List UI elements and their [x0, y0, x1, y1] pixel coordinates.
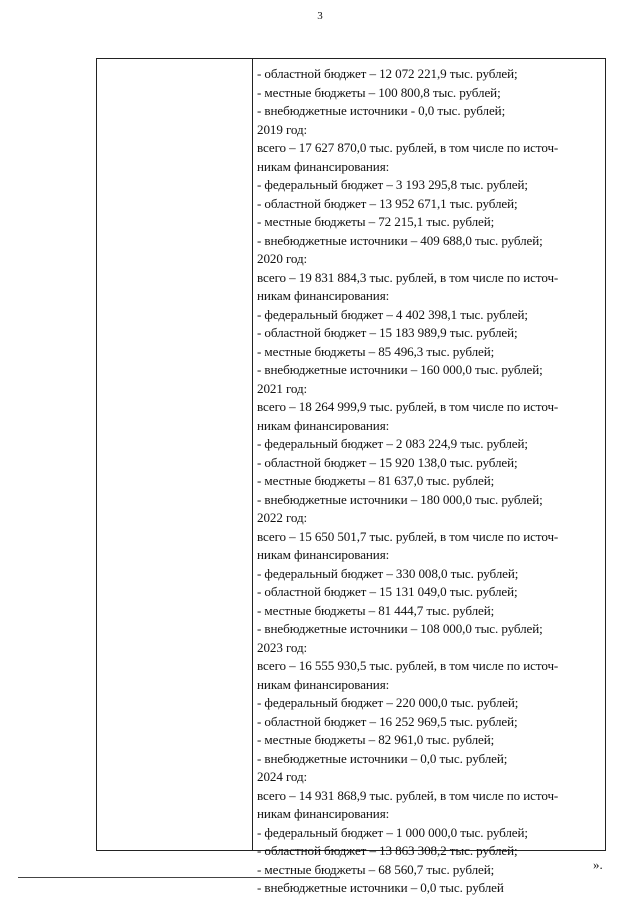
funding-line: - областной бюджет – 15 131 049,0 тыс. рублей;	[257, 584, 518, 599]
funding-line: - внебюджетные источники – 108 000,0 тыс. рублей;	[257, 621, 543, 636]
funding-line: никам финансирования:	[257, 158, 390, 174]
table-column-divider	[252, 58, 253, 851]
page-number: 3	[317, 10, 323, 22]
funding-line: - областной бюджет – 13 952 671,1 тыс. рублей;	[257, 195, 518, 211]
funding-line: - федеральный бюджет – 330 008,0 тыс. рублей;	[257, 565, 519, 581]
funding-line: - областной бюджет – 16 252 969,5 тыс. рублей;	[257, 713, 518, 729]
funding-line: - федеральный бюджет – 1 000 000,0 тыс. рублей;	[257, 824, 528, 840]
funding-line: 2020 год:	[257, 251, 308, 266]
funding-line: 2023 год:	[257, 639, 308, 655]
funding-line: всего – 14 931 868,9 тыс. рублей, в том числе по источ-	[257, 787, 559, 803]
funding-line: всего – 16 555 930,5 тыс. рублей, в том числе по источ-	[257, 658, 559, 673]
funding-line: - местные бюджеты – 82 961,0 тыс. рублей;	[257, 732, 495, 747]
funding-line: никам финансирования:	[257, 288, 390, 303]
funding-line: - внебюджетные источники – 0,0 тыс. рублей;	[257, 750, 508, 766]
funding-line: - местные бюджеты – 81 637,0 тыс. рублей;	[257, 473, 495, 488]
funding-line: - местные бюджеты – 85 496,3 тыс. рублей;	[257, 343, 495, 359]
funding-line: - внебюджетные источники – 180 000,0 тыс. рублей;	[257, 491, 543, 507]
funding-line: - местные бюджеты – 72 215,1 тыс. рублей;	[257, 214, 495, 229]
funding-line: - внебюджетные источники – 0,0 тыс. рублей	[257, 880, 504, 895]
funding-line: - федеральный бюджет – 4 402 398,1 тыс. рублей;	[257, 306, 528, 322]
funding-line: - федеральный бюджет – 220 000,0 тыс. рублей;	[257, 695, 519, 710]
funding-line: никам финансирования:	[257, 417, 390, 433]
funding-line: - внебюджетные источники - 0,0 тыс. рублей;	[257, 103, 506, 118]
funding-line: никам финансирования:	[257, 676, 390, 692]
funding-line: 2022 год:	[257, 510, 308, 525]
funding-line: - областной бюджет – 12 072 221,9 тыс. рублей;	[257, 66, 518, 81]
funding-line: 2019 год:	[257, 121, 308, 137]
bottom-rule	[18, 877, 340, 878]
funding-line: никам финансирования:	[257, 547, 390, 562]
funding-line: всего – 18 264 999,9 тыс. рублей, в том числе по источ-	[257, 399, 559, 414]
funding-table-text-cell	[257, 65, 607, 898]
funding-line: - областной бюджет – 13 863 308,2 тыс. рублей;	[257, 843, 518, 858]
funding-line: - областной бюджет – 15 920 138,0 тыс. рублей;	[257, 454, 518, 470]
closing-quote-mark: ».	[593, 857, 603, 872]
funding-line: - внебюджетные источники – 160 000,0 тыс. рублей;	[257, 362, 543, 377]
funding-line: - местные бюджеты – 68 560,7 тыс. рублей;	[257, 861, 495, 877]
funding-line: - местные бюджеты – 81 444,7 тыс. рублей;	[257, 602, 495, 618]
funding-line: - внебюджетные источники – 409 688,0 тыс. рублей;	[257, 232, 543, 248]
funding-line: всего – 15 650 501,7 тыс. рублей, в том числе по источ-	[257, 528, 559, 544]
funding-line: никам финансирования:	[257, 806, 390, 821]
funding-line: - федеральный бюджет – 2 083 224,9 тыс. рублей;	[257, 436, 528, 451]
funding-line: - областной бюджет – 15 183 989,9 тыс. рублей;	[257, 325, 518, 340]
funding-line: 2021 год:	[257, 380, 308, 396]
funding-line: 2024 год:	[257, 769, 308, 784]
funding-line: - местные бюджеты – 100 800,8 тыс. рублей;	[257, 84, 501, 100]
funding-line: - федеральный бюджет – 3 193 295,8 тыс. рублей;	[257, 177, 528, 192]
funding-line: всего – 19 831 884,3 тыс. рублей, в том числе по источ-	[257, 269, 559, 285]
funding-line: всего – 17 627 870,0 тыс. рублей, в том числе по источ-	[257, 140, 559, 155]
